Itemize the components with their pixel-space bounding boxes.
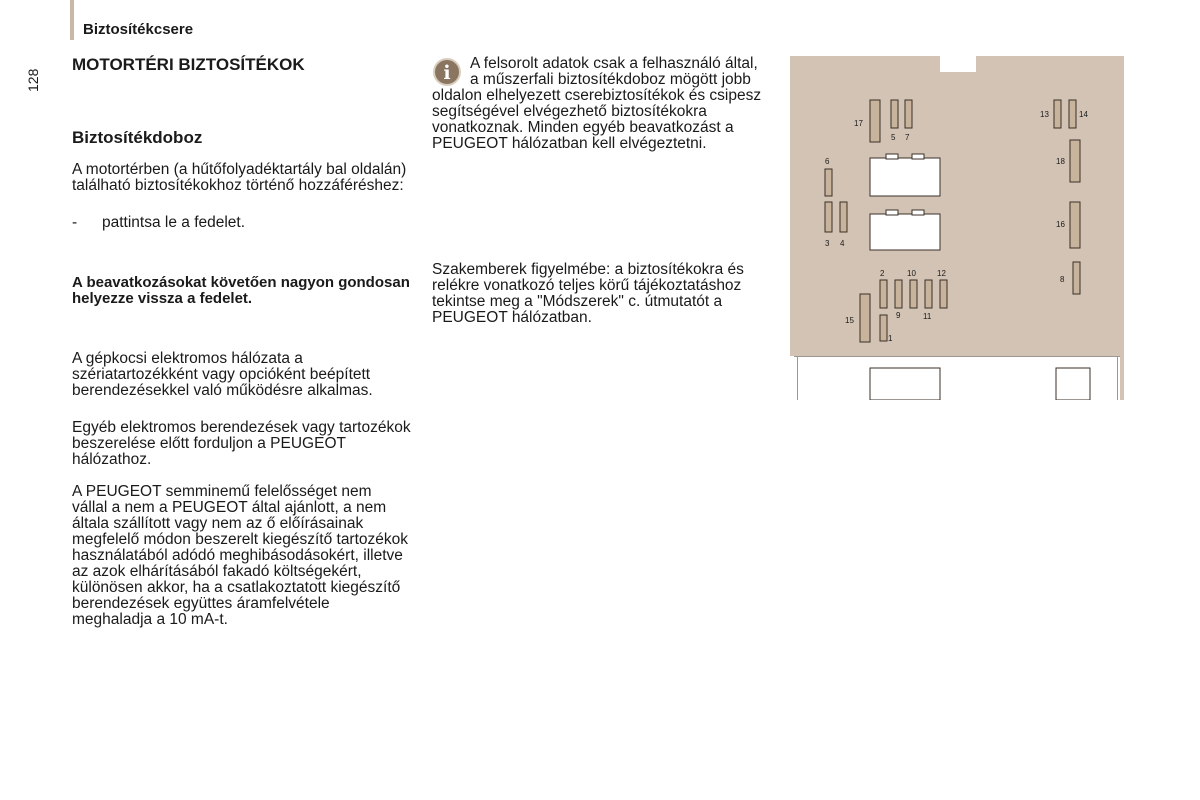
- label-15: 15: [845, 316, 854, 325]
- fuse-14: [1069, 100, 1076, 128]
- label-10: 10: [907, 269, 916, 278]
- fuse-8: [1073, 262, 1080, 294]
- info-text: [432, 56, 762, 152]
- main-heading: MOTORTÉRI BIZTOSÍTÉKOK: [72, 55, 305, 74]
- label-17: 17: [854, 119, 863, 128]
- bottom-relay: [870, 368, 940, 400]
- label-13: 13: [1040, 110, 1049, 119]
- relay-top: [870, 158, 940, 196]
- bullet-dash: -: [72, 214, 78, 231]
- fuse-5: [891, 100, 898, 128]
- page-number: 128: [25, 68, 41, 92]
- bottom-left-gap: [790, 356, 794, 400]
- info-icon: i: [433, 58, 461, 86]
- fuse-box-diagram: [790, 56, 1124, 400]
- paragraph-2: Egyéb elektromos berendezések vagy tartozékok beszerelése előtt forduljon a PEUGEOT hálózathoz.: [72, 419, 411, 468]
- fuse-15: [860, 294, 870, 342]
- top-notch: [940, 56, 976, 72]
- label-12: 12: [937, 269, 946, 278]
- label-9: 9: [896, 311, 901, 320]
- bold-note: A beavatkozásokat követően nagyon gondosan helyezze vissza a fedelet.: [72, 274, 410, 307]
- label-5: 5: [891, 133, 896, 142]
- fuse-6: [825, 169, 832, 196]
- fuse-3: [825, 202, 832, 232]
- fuse-7: [905, 100, 912, 128]
- fuse-11: [925, 280, 932, 308]
- label-1: 1: [888, 334, 893, 343]
- relay-top-tab-left: [886, 154, 898, 159]
- label-6: 6: [825, 157, 830, 166]
- label-16: 16: [1056, 220, 1065, 229]
- bullet-text: pattintsa le a fedelet.: [102, 214, 246, 231]
- header-accent-bar: [70, 0, 74, 40]
- relay-middle-tab-left: [886, 210, 898, 215]
- paragraph-1: A gépkocsi elektromos hálózata a szériatartozékként vagy opcióként beépített berendezésekkel való működésre alkalmas.: [72, 350, 373, 399]
- relay-middle-tab-right: [912, 210, 924, 215]
- info-text-first: A felsorolt adatok csak a felhasználó által, a műszerfali biztosítékdoboz mögött jobb: [470, 55, 758, 88]
- relay-top-tab-right: [912, 154, 924, 159]
- paragraph-3: A PEUGEOT semminemű felelősséget nem vállal a nem a PEUGEOT által ajánlott, a nem általa szállított vagy nem az ő előírásainak megfelelő módon beszerelt kiegészítő tartozékok használatából adódó meghibásodásokért, illetve az azok elhárításából fakadó költségekért, különösen akkor, ha a csatlakoztatott kiegészítő berendezések együttes áramfelvétele meghaladja a 10 mA-t.: [72, 483, 409, 628]
- label-11: 11: [923, 312, 932, 321]
- left-rail: [797, 357, 798, 400]
- bottom-connector: [1056, 368, 1090, 400]
- sub-heading: Biztosítékdoboz: [72, 128, 203, 147]
- right-rail: [1117, 357, 1118, 400]
- fuse-10: [910, 280, 917, 308]
- fuse-18: [1070, 140, 1080, 182]
- intro-paragraph: A motortérben (a hűtőfolyadéktartály bal oldalán) található biztosítékokhoz történő hozzáféréshez:: [72, 161, 407, 194]
- relay-middle: [870, 214, 940, 250]
- fuse-12: [940, 280, 947, 308]
- bottom-line: [794, 356, 1120, 357]
- label-14: 14: [1079, 110, 1088, 119]
- label-7: 7: [905, 133, 910, 142]
- label-18: 18: [1056, 157, 1065, 166]
- fuse-4: [840, 202, 847, 232]
- fuse-16: [1070, 202, 1080, 248]
- expert-note: Szakemberek figyelmébe: a biztosítékokra és relékre vonatkozó teljes körű tájékoztatáshoz tekintse meg a "Módszerek" c. útmutatót a PEUGEOT hálózatban.: [432, 261, 744, 326]
- fuse-13: [1054, 100, 1061, 128]
- section-title: Biztosítékcsere: [83, 21, 194, 38]
- label-2: 2: [880, 269, 885, 278]
- info-text-rest: oldalon elhelyezett cserebiztosítékok és csipesz segítségével elvégezhető biztosítékokra vonatkoznak. Minden egyéb beavatkozást a PEUGEOT hálózatban kell elvégeztetni.: [432, 87, 762, 152]
- label-3: 3: [825, 239, 830, 248]
- fuse-9: [895, 280, 902, 308]
- fuse-1: [880, 315, 887, 341]
- label-4: 4: [840, 239, 845, 248]
- label-8: 8: [1060, 275, 1065, 284]
- fuse-2: [880, 280, 887, 308]
- fuse-17: [870, 100, 880, 142]
